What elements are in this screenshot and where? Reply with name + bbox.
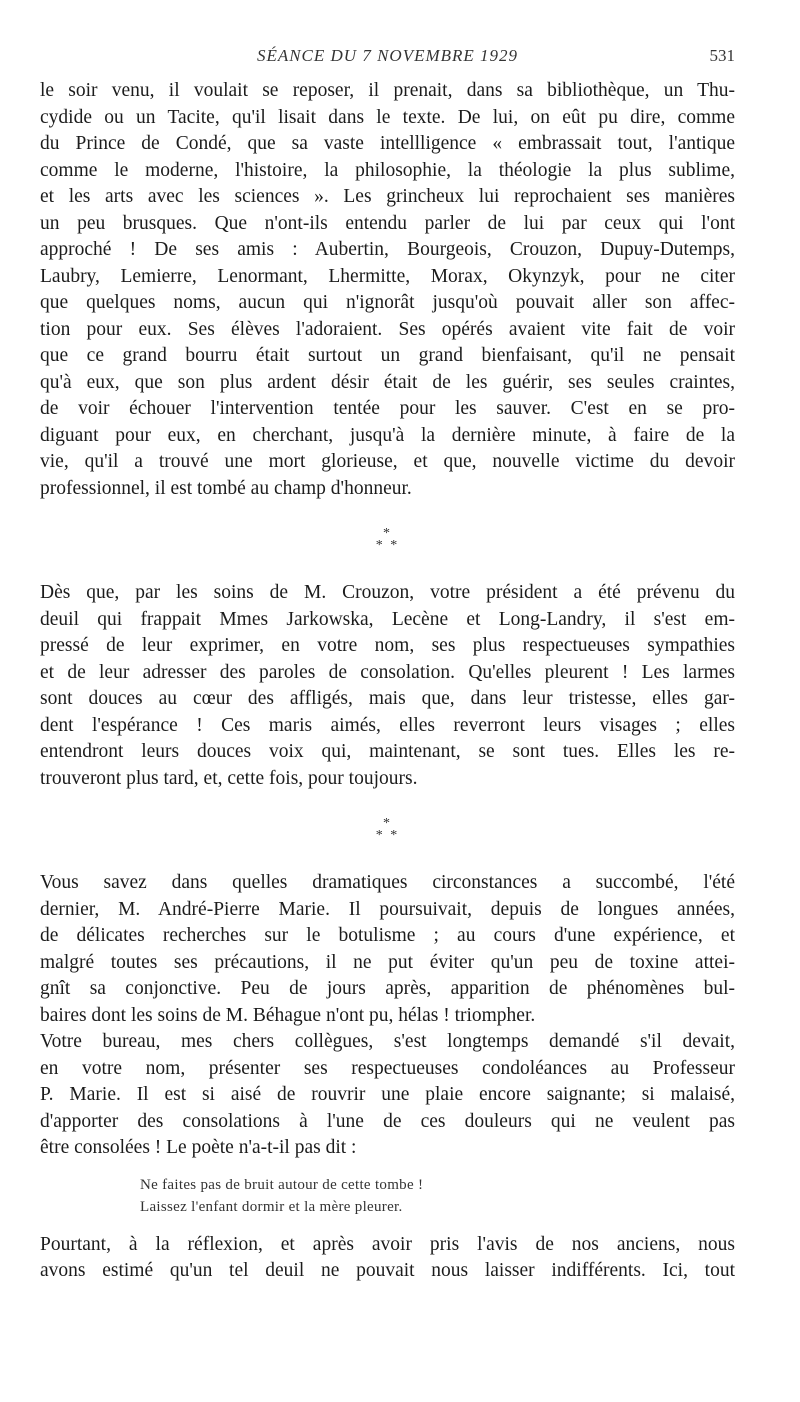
- section-separator: [40, 818, 735, 842]
- text-line: un peu brusques. Que n'ont-ils entendu parler de lui par ceux qui l'ont: [40, 212, 735, 234]
- text-line: trouveront plus tard, et, cette fois, pour toujours.: [40, 767, 418, 789]
- text-line: cydide ou un Tacite, qu'il lisait dans le texte. De lui, on eût pu dire, comme: [40, 106, 735, 128]
- text-line: du Prince de Condé, que sa vaste intellligence « embrassait tout, l'antique: [40, 133, 735, 154]
- verse-quotation: [140, 1174, 735, 1218]
- text-line: professionnel, il est tombé au champ d'honneur.: [40, 477, 412, 499]
- text-line: dent l'espérance ! Ces maris aimés, elles reverront leurs visages ; elles: [40, 714, 735, 736]
- text-line: être consolées ! Le poète n'a-t-il pas dit :: [40, 1137, 357, 1158]
- verse-line: Laissez l'enfant dormir et la mère pleurer.: [140, 1198, 403, 1215]
- text-line: avons estimé qu'un tel deuil ne pouvait nous laisser indifférents. Ici, tout: [40, 1260, 735, 1281]
- text-line: P. Marie. Il est si aisé de rouvrir une plaie encore saignante; si malaisé,: [40, 1084, 735, 1105]
- text-line: en votre nom, présenter ses respectueuses condoléances au Professeur: [40, 1057, 735, 1079]
- text-line: et de leur adresser des paroles de consolation. Qu'elles pleurent ! Les larmes: [40, 661, 735, 683]
- page-body: [40, 78, 735, 1285]
- text-line: de délicates recherches sur le botulisme ; au cours d'une expérience, et: [40, 925, 735, 946]
- text-line: malgré toutes ses précautions, il ne put éviter qu'un peu de toxine attei-: [40, 951, 735, 973]
- text-line: que quelques noms, aucun qui n'ignorât jusqu'où pouvait aller son affec-: [40, 292, 735, 313]
- text-line: entendront leurs douces voix qui, maintenant, se sont tues. Elles les re-: [40, 741, 735, 762]
- text-line: sont douces au cœur des affligés, mais que, dans leur tristesse, elles gar-: [40, 688, 735, 709]
- text-line: deuil qui frappait Mmes Jarkowska, Lecène et Long-Landry, il s'est em-: [40, 608, 735, 630]
- text-line: vie, qu'il a trouvé une mort glorieuse, et que, nouvelle victime du devoir: [40, 451, 735, 472]
- separator-top-asterisk: *: [383, 816, 392, 831]
- text-line: dernier, M. André-Pierre Marie. Il poursuivait, depuis de longues années,: [40, 898, 735, 920]
- paragraph-4: [40, 1029, 735, 1162]
- text-line: diguant pour eux, en cherchant, jusqu'à la dernière minute, à faire de la: [40, 424, 735, 446]
- separator-top-asterisk: *: [383, 526, 392, 541]
- text-line: comme le moderne, l'histoire, la philosophie, la théologie la plus sublime,: [40, 159, 735, 181]
- text-line: Dès que, par les soins de M. Crouzon, votre président a été prévenu du: [40, 582, 735, 603]
- text-line: Laubry, Lemierre, Lenormant, Lhermitte, Morax, Okynzyk, pour ne citer: [40, 265, 735, 287]
- text-line: et les arts avec les sciences ». Les grincheux lui reprochaient ses manières: [40, 186, 735, 207]
- text-line: le soir venu, il voulait se reposer, il prenait, dans sa bibliothèque, un Thu-: [40, 80, 735, 101]
- paragraph-5: [40, 1232, 735, 1285]
- running-title: SÉANCE DU 7 NOVEMBRE 1929: [256, 46, 519, 65]
- paragraph-1: [40, 78, 735, 502]
- paragraph-2: [40, 580, 735, 792]
- text-line: Votre bureau, mes chers collègues, s'est longtemps demandé s'il devait,: [40, 1031, 735, 1052]
- text-line: approché ! De ses amis : Aubertin, Bourgeois, Crouzon, Dupuy-Dutemps,: [40, 239, 735, 260]
- text-line: d'apporter des consolations à l'une de ces douleurs qui ne veulent pas: [40, 1110, 735, 1132]
- running-header: [40, 46, 735, 72]
- text-line: pressé de leur exprimer, en votre nom, ses plus respectueuses sympathies: [40, 635, 735, 656]
- text-line: de voir échouer l'intervention tentée pour les sauver. C'est en se pro-: [40, 398, 735, 419]
- verse-line: Ne faites pas de bruit autour de cette tombe !: [140, 1176, 424, 1193]
- text-line: que ce grand bourru était surtout un grand bienfaisant, qu'il ne pensait: [40, 345, 735, 366]
- separator-bottom-asterisks: * *: [375, 828, 400, 843]
- text-line: Pourtant, à la réflexion, et après avoir pris l'avis de nos anciens, nous: [40, 1233, 735, 1255]
- page-number: 531: [709, 46, 735, 65]
- text-line: baires dont les soins de M. Béhague n'ont pu, hélas ! triompher.: [40, 1004, 536, 1026]
- section-separator: [40, 528, 735, 552]
- text-line: tion pour eux. Ses élèves l'adoraient. Ses opérés avaient vite fait de voir: [40, 318, 735, 340]
- text-line: qu'à eux, que son plus ardent désir était de les guérir, ses seules craintes,: [40, 371, 735, 393]
- paragraph-3: [40, 870, 735, 1029]
- separator-bottom-asterisks: * *: [375, 538, 400, 553]
- text-line: gnît sa conjonctive. Peu de jours après, apparition de phénomènes bul-: [40, 978, 735, 999]
- text-line: Vous savez dans quelles dramatiques circonstances a succombé, l'été: [40, 872, 735, 893]
